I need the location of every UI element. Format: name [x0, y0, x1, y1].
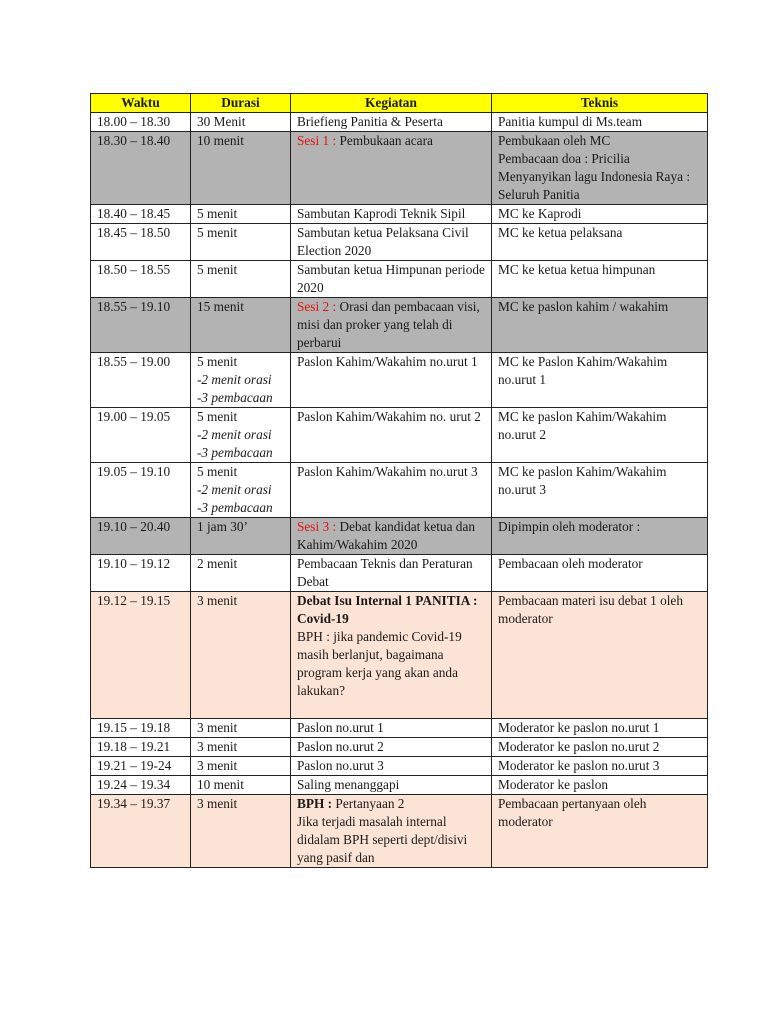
table-row — [91, 132, 708, 205]
cell-teknis: Panitia kumpul di Ms.team — [492, 113, 708, 132]
teknis-line: Pembacaan doa : Pricilia — [498, 151, 630, 166]
durasi-sub: -2 menit orasi — [197, 427, 272, 442]
cell-kegiatan: Pembacaan Teknis dan Peraturan Debat — [291, 555, 492, 592]
table-row — [91, 113, 708, 132]
cell-durasi: 10 menit — [191, 776, 291, 795]
kegiatan-text: Orasi dan pembacaan visi, misi dan proker yang telah di perbarui — [297, 299, 480, 350]
cell-durasi — [191, 408, 291, 463]
cell-teknis: MC ke paslon Kahim/Wakahim no.urut 3 — [492, 463, 708, 518]
durasi-sub: -3 pembacaan — [197, 500, 273, 515]
question-label: BPH : — [297, 796, 333, 811]
table-header-row — [91, 94, 708, 113]
cell-waktu: 18.50 – 18.55 — [91, 261, 191, 298]
cell-waktu: 18.45 – 18.50 — [91, 224, 191, 261]
cell-waktu: 18.00 – 18.30 — [91, 113, 191, 132]
cell-kegiatan: Paslon no.urut 2 — [291, 738, 492, 757]
cell-teknis: MC ke paslon Kahim/Wakahim no.urut 2 — [492, 408, 708, 463]
table-row — [91, 518, 708, 555]
cell-waktu: 19.10 – 19.12 — [91, 555, 191, 592]
cell-kegiatan — [291, 592, 492, 719]
cell-waktu: 19.10 – 20.40 — [91, 518, 191, 555]
durasi-sub: -3 pembacaan — [197, 445, 273, 460]
cell-kegiatan: Sambutan Kaprodi Teknik Sipil — [291, 205, 492, 224]
cell-durasi: 1 jam 30’ — [191, 518, 291, 555]
cell-teknis: Pembacaan materi isu debat 1 oleh moderator — [492, 592, 708, 719]
kegiatan-text: Debat kandidat ketua dan Kahim/Wakahim 2020 — [297, 519, 475, 552]
cell-durasi: 30 Menit — [191, 113, 291, 132]
durasi-main: 5 menit — [197, 409, 238, 424]
durasi-main: 5 menit — [197, 464, 238, 479]
cell-durasi: 3 menit — [191, 592, 291, 719]
kegiatan-line: Jika terjadi masalah internal didalam BPH seperti dept/disivi yang pasif dan — [297, 814, 468, 865]
cell-durasi: 10 menit — [191, 132, 291, 205]
teknis-line: Pembukaan oleh MC — [498, 133, 611, 148]
table-row — [91, 205, 708, 224]
cell-kegiatan: Paslon Kahim/Wakahim no.urut 3 — [291, 463, 492, 518]
cell-waktu: 19.24 – 19.34 — [91, 776, 191, 795]
cell-teknis — [492, 132, 708, 205]
cell-waktu: 19.34 – 19.37 — [91, 795, 191, 868]
table-row — [91, 738, 708, 757]
session-label: Sesi 2 : — [297, 299, 337, 314]
header-teknis: Teknis — [492, 94, 708, 113]
cell-durasi: 2 menit — [191, 555, 291, 592]
cell-teknis: Pembacaan oleh moderator — [492, 555, 708, 592]
cell-waktu: 19.05 – 19.10 — [91, 463, 191, 518]
event-schedule-table — [90, 93, 708, 868]
cell-waktu: 19.12 – 19.15 — [91, 592, 191, 719]
cell-kegiatan: Briefieng Panitia & Peserta — [291, 113, 492, 132]
header-waktu: Waktu — [91, 94, 191, 113]
table-row — [91, 555, 708, 592]
cell-kegiatan: Paslon no.urut 1 — [291, 719, 492, 738]
cell-kegiatan: Sambutan ketua Pelaksana Civil Election 2020 — [291, 224, 492, 261]
cell-durasi — [191, 463, 291, 518]
cell-teknis: Pembacaan pertanyaan oleh moderator — [492, 795, 708, 868]
cell-waktu: 19.18 – 19.21 — [91, 738, 191, 757]
cell-kegiatan: Paslon Kahim/Wakahim no.urut 1 — [291, 353, 492, 408]
session-label: Sesi 3 : — [297, 519, 337, 534]
durasi-main: 5 menit — [197, 354, 238, 369]
cell-waktu: 18.40 – 18.45 — [91, 205, 191, 224]
kegiatan-text: Pembukaan acara — [336, 133, 433, 148]
cell-durasi: 5 menit — [191, 224, 291, 261]
cell-durasi: 3 menit — [191, 719, 291, 738]
cell-durasi: 3 menit — [191, 795, 291, 868]
header-durasi: Durasi — [191, 94, 291, 113]
table-row — [91, 353, 708, 408]
cell-kegiatan: Paslon no.urut 3 — [291, 757, 492, 776]
cell-durasi: 15 menit — [191, 298, 291, 353]
header-kegiatan: Kegiatan — [291, 94, 492, 113]
cell-waktu: 19.21 – 19-24 — [91, 757, 191, 776]
cell-durasi — [191, 353, 291, 408]
cell-durasi: 3 menit — [191, 738, 291, 757]
cell-teknis: MC ke paslon kahim / wakahim — [492, 298, 708, 353]
table-row — [91, 261, 708, 298]
cell-teknis: Dipimpin oleh moderator : — [492, 518, 708, 555]
durasi-sub: -2 menit orasi — [197, 372, 272, 387]
table-row — [91, 719, 708, 738]
cell-teknis: MC ke ketua pelaksana — [492, 224, 708, 261]
cell-teknis: MC ke ketua ketua himpunan — [492, 261, 708, 298]
cell-teknis: Moderator ke paslon — [492, 776, 708, 795]
table-row — [91, 592, 708, 719]
cell-teknis: MC ke Kaprodi — [492, 205, 708, 224]
cell-kegiatan — [291, 795, 492, 868]
debate-topic-title: Debat Isu Internal 1 PANITIA : Covid-19 — [297, 593, 478, 626]
cell-teknis: Moderator ke paslon no.urut 3 — [492, 757, 708, 776]
cell-durasi: 5 menit — [191, 205, 291, 224]
table-row — [91, 224, 708, 261]
cell-kegiatan — [291, 518, 492, 555]
kegiatan-text: Pertanyaan 2 — [332, 796, 405, 811]
cell-kegiatan: Sambutan ketua Himpunan periode 2020 — [291, 261, 492, 298]
cell-teknis: Moderator ke paslon no.urut 1 — [492, 719, 708, 738]
cell-teknis: MC ke Paslon Kahim/Wakahim no.urut 1 — [492, 353, 708, 408]
teknis-line: Menyanyikan lagu Indonesia Raya : Seluruh Panitia — [498, 169, 691, 202]
cell-kegiatan — [291, 132, 492, 205]
cell-durasi: 3 menit — [191, 757, 291, 776]
durasi-sub: -2 menit orasi — [197, 482, 272, 497]
cell-teknis: Moderator ke paslon no.urut 2 — [492, 738, 708, 757]
table-row — [91, 463, 708, 518]
cell-waktu: 19.15 – 19.18 — [91, 719, 191, 738]
table-row — [91, 757, 708, 776]
cell-waktu: 18.30 – 18.40 — [91, 132, 191, 205]
kegiatan-text: BPH : jika pandemic Covid-19 masih berlanjut, bagaimana program kerja yang akan anda lakukan? — [297, 629, 462, 698]
cell-waktu: 18.55 – 19.10 — [91, 298, 191, 353]
table-row — [91, 795, 708, 868]
cell-kegiatan: Saling menanggapi — [291, 776, 492, 795]
cell-waktu: 18.55 – 19.00 — [91, 353, 191, 408]
cell-kegiatan: Paslon Kahim/Wakahim no. urut 2 — [291, 408, 492, 463]
cell-kegiatan — [291, 298, 492, 353]
session-label: Sesi 1 : — [297, 133, 337, 148]
cell-durasi: 5 menit — [191, 261, 291, 298]
cell-waktu: 19.00 – 19.05 — [91, 408, 191, 463]
table-row — [91, 408, 708, 463]
durasi-sub: -3 pembacaan — [197, 390, 273, 405]
table-row — [91, 298, 708, 353]
table-row — [91, 776, 708, 795]
